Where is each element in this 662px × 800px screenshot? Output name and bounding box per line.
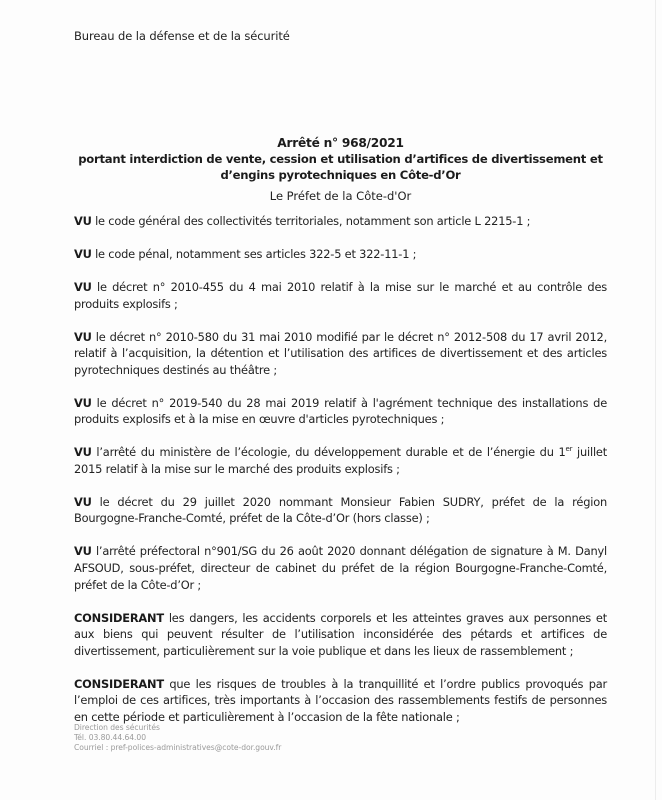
- paragraph-keyword: VU: [74, 445, 92, 460]
- issuing-authority: Le Préfet de la Côte-d'Or: [269, 189, 412, 203]
- vu-paragraph: [74, 213, 607, 230]
- page-edge-divider: [655, 0, 656, 800]
- decree-body: [74, 213, 607, 742]
- contact-footer: [74, 723, 281, 754]
- paragraph-text: les dangers, les accidents corporels et les atteintes graves aux personnes et aux biens qui peuvent résulter de l’utilisation inconsidérée des pétards et artifices de divertissement, particulièrement sur la voie publique et dans les lieux de rassemblement ;: [74, 610, 607, 658]
- paragraph-keyword: VU: [74, 214, 92, 228]
- vu-paragraph: [74, 395, 607, 428]
- vu-paragraph: [74, 543, 607, 593]
- decree-title-block: [74, 135, 607, 183]
- paragraph-keyword: VU: [74, 544, 92, 559]
- vu-paragraph: [74, 279, 607, 312]
- paragraph-keyword: CONSIDERANT: [74, 676, 164, 691]
- paragraph-text: l’arrêté du ministère de l’écologie, du développement durable et de l’énergie du 1: [91, 445, 566, 460]
- paragraph-keyword: VU: [74, 246, 92, 261]
- paragraph-text-continued: juillet 2015 relatif à la mise sur le marché des produits explosifs ;: [74, 445, 608, 476]
- ordinal-superscript: er: [565, 445, 573, 454]
- considerant-paragraph: [74, 610, 607, 660]
- paragraph-keyword: VU: [74, 494, 92, 509]
- vu-paragraph: [74, 329, 607, 379]
- paragraph-text: le décret du 29 juillet 2020 nommant Monsieur Fabien SUDRY, préfet de la région Bourgogne-Franche-Comté, préfet de la Côte-d’Or (hors classe) ;: [74, 494, 607, 526]
- paragraph-text: l’arrêté préfectoral n°901/SG du 26 août 2020 donnant délégation de signature à M. Danyl AFSOUD, sous-préfet, directeur de cabinet du préfet de la région Bourgogne-Franche-Comté, préfet de la Côte-d’Or ;: [74, 544, 607, 592]
- paragraph-text: que les risques de troubles à la tranquillité et l’ordre publics provoqués par l’emploi de ces artifices, très importants à l’occasion des rassemblements festifs de personnes en cette période et particulièrement à l’occasion de la fête nationale ;: [74, 676, 607, 724]
- considerant-paragraph: [74, 676, 607, 726]
- paragraph-keyword: VU: [74, 395, 92, 410]
- paragraph-text: le décret n° 2010-455 du 4 mai 2010 relatif à la mise sur le marché et au contrôle des produits explosifs ;: [74, 279, 607, 311]
- footer-department: Direction des sécurités: [74, 723, 160, 732]
- vu-paragraph: [74, 444, 607, 477]
- paragraph-text: le décret n° 2019-540 du 28 mai 2019 relatif à l'agrément technique des installations de produits explosifs et à la mise en œuvre d'articles pyrotechniques ;: [74, 395, 607, 427]
- paragraph-text: le code général des collectivités territoriales, notamment son article L 2215-1 ;: [91, 214, 531, 228]
- paragraph-text: le code pénal, notamment ses articles 322-5 et 322-11-1 ;: [91, 246, 417, 261]
- paragraph-keyword: CONSIDERANT: [74, 610, 164, 625]
- footer-email: Courriel : pref-polices-administratives@cote-dor.gouv.fr: [74, 743, 282, 753]
- footer-phone: Tél. 03.80.44.64.00: [74, 733, 146, 743]
- vu-paragraph: [74, 246, 607, 263]
- paragraph-keyword: VU: [74, 329, 92, 344]
- paragraph-keyword: VU: [74, 279, 92, 294]
- vu-paragraph: [74, 494, 607, 527]
- paragraph-text: le décret n° 2010-580 du 31 mai 2010 modifié par le décret n° 2012-508 du 17 avril 2012, relatif à l’acquisition, la détention et l’utilisation des artifices de divertissement et des articles pyrotechniques destinés au théâtre ;: [74, 329, 607, 377]
- decree-number: Arrêté n° 968/2021: [277, 136, 404, 150]
- decree-subtitle-line-1: portant interdiction de vente, cession et utilisation d’artifices de divertissement et: [78, 152, 603, 166]
- issuing-bureau: Bureau de la défense et de la sécurité: [74, 29, 290, 43]
- decree-subtitle-line-2: d’engins pyrotechniques en Côte-d’Or: [220, 168, 461, 182]
